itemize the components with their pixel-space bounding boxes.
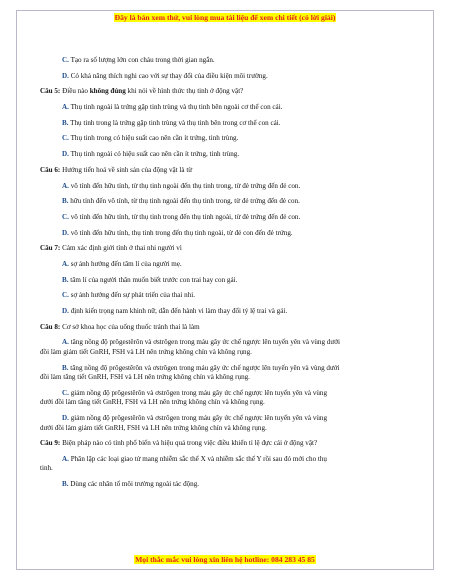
option-label: A. <box>62 338 69 347</box>
option-text-line2: đồi làm tăng tiết GnRH, FSH và LH nên trứng không chín và không rụng. <box>40 373 250 382</box>
question-text-pre: Cơ sở khoa học của uống thuốc tránh thai là làm <box>62 322 200 331</box>
question-number: Câu 7: <box>40 244 61 253</box>
option-label: B. <box>62 118 69 127</box>
question-emphasis: không đúng <box>89 87 126 96</box>
option-label: B. <box>62 197 69 206</box>
option-label: D. <box>62 71 69 80</box>
option-text: sợ ảnh hưởng đến sự phát triển của thai nhi. <box>70 291 196 300</box>
option-text: vô tính đến hữu tính, từ thụ tinh trong đến thụ tinh ngoài, từ đẻ trứng đến đẻ con. <box>70 212 301 221</box>
option-label: C. <box>62 291 69 300</box>
question-number: Câu 8: <box>40 322 61 331</box>
option-text: vô tính đến hữu tính, từ thụ tinh ngoài đến thụ tinh trong, từ đẻ trứng đến đẻ con. <box>70 181 301 190</box>
preview-banner: Đây là bản xem thử, vui lòng mua tài liệu để xem chi tiết (có lời giải) <box>114 13 336 22</box>
option-label: C. <box>62 134 69 143</box>
question-stem <box>40 166 412 175</box>
question-number: Câu 5: <box>40 87 61 96</box>
option-text: Thụ tinh ngoài là trứng gặp tinh trùng và thụ tinh bên ngoài cơ thể con cái. <box>70 103 283 112</box>
question-text-pre: Biện pháp nào có tính phổ biến và hiệu quả trong việc điều khiển tỉ lệ đực cái ở động vật? <box>62 439 318 448</box>
hotline-banner: Mọi thắc mắc vui lòng xin liên hệ hotline: 084 283 45 85 <box>135 555 315 564</box>
question-stem <box>40 439 412 448</box>
question-stem <box>40 87 412 96</box>
option-text-line1: tăng nồng độ prôgestêrôn và ơstrôgen trong máu gây ức chế ngược lên tuyến yên và vùng dưới <box>70 338 340 347</box>
question-stem <box>40 323 412 332</box>
question-text-pre: Hướng tiến hoá về sinh sản của động vật là từ <box>62 165 193 174</box>
option-label: B. <box>62 480 69 488</box>
answer-option <box>40 455 412 474</box>
option-text: Có khả năng thích nghi cao với sự thay đổi của điều kiện môi trường. <box>70 71 268 80</box>
answer-option <box>40 414 412 433</box>
option-label: A. <box>62 259 69 268</box>
question-number: Câu 6: <box>40 165 61 174</box>
answer-option <box>40 72 412 81</box>
answer-option <box>40 276 412 285</box>
question-stem <box>40 244 412 253</box>
question-text-pre: Cảm xác định giới tính ở thai nhi người vì <box>62 244 182 253</box>
answer-option <box>40 389 412 408</box>
option-label: B. <box>62 275 69 284</box>
option-label: A. <box>62 181 69 190</box>
option-label: C. <box>62 212 69 221</box>
answer-option <box>40 364 412 383</box>
question-list <box>40 56 412 496</box>
option-label: D. <box>62 307 69 315</box>
option-text: Thụ tinh trong là trứng gặp tinh trùng và thụ tinh bên trong cơ thể con cái. <box>70 118 281 127</box>
option-text: vô tính đến hữu tính, thụ tinh trong đến thụ tinh ngoài, từ đẻ con đến đẻ trứng. <box>70 228 293 237</box>
answer-option <box>40 480 412 489</box>
option-label: D. <box>62 413 69 422</box>
option-text: Thụ tinh ngoài có hiệu suất cao nên cần ít trứng, tinh trùng. <box>70 150 240 159</box>
option-label: D. <box>62 150 69 159</box>
option-label: D. <box>62 228 69 237</box>
answer-option <box>40 182 412 191</box>
answer-option <box>40 103 412 112</box>
option-text-line1: Phân lập các loại giao tử mang nhiễm sắc thể X và nhiễm sắc thể Y rồi sau đó mới cho thụ <box>70 454 327 463</box>
option-text-line2: tinh. <box>40 464 53 473</box>
option-text-line2: đồi làm giảm tiết GnRH, FSH và LH nên trứng không chín và không rụng. <box>40 347 252 356</box>
option-text: Tạo ra số lượng lớn con cháu trong thời gian ngắn. <box>70 56 215 64</box>
option-label: C. <box>62 56 69 64</box>
option-label: C. <box>62 388 69 397</box>
option-text-line2: dưới đồi làm tăng tiết GnRH, FSH và LH nên trứng không chín và không rụng. <box>40 398 265 407</box>
answer-option <box>40 307 412 316</box>
option-text-line2: dưới đồi làm giảm tiết GnRH, FSH và LH nên trứng không chín và không rụng. <box>40 423 267 432</box>
option-label: A. <box>62 103 69 112</box>
answer-option <box>40 291 412 300</box>
option-label: A. <box>62 454 69 463</box>
option-text-line1: giảm nồng độ prôgestêrôn và ơstrôgen trong máu gây ức chế ngược lên tuyến yên và vùng <box>70 413 328 422</box>
question-text-pre: Điều nào <box>62 87 90 96</box>
answer-option <box>40 260 412 269</box>
option-text: Thụ tinh trong có hiệu suất cao nên cần ít trứng, tinh trùng. <box>70 134 239 143</box>
answer-option <box>40 213 412 222</box>
answer-option <box>40 197 412 206</box>
option-text-line1: tăng nồng độ prôgestêrôn và ơstrôgen trong máu gây ức chế ngược lên tuyến yên và vùng dưới <box>70 363 340 372</box>
option-text: Dùng các nhân tố môi trường ngoài tác động. <box>70 480 200 488</box>
option-text: tâm lí của người thân muốn biết trước con trai hay con gái. <box>70 275 238 284</box>
option-text: sợ ảnh hưởng đến tâm lí của người mẹ. <box>70 259 182 268</box>
answer-option <box>40 119 412 128</box>
answer-option <box>40 56 412 65</box>
option-text: định kiến trọng nam khinh nữ, dẫn đến hành vi làm thay đổi tỷ lệ trai và gái. <box>70 307 288 315</box>
answer-option <box>40 229 412 238</box>
answer-option <box>40 338 412 357</box>
option-text-line1: giảm nồng độ prôgestêrôn và ơstrôgen trong máu gây ức chế ngược lên tuyến yên và vùng <box>70 388 328 397</box>
answer-option <box>40 134 412 143</box>
option-label: B. <box>62 363 69 372</box>
option-text: hữu tính đến vô tính, từ thụ tinh ngoài đến thụ tinh trong, từ đẻ trứng đến đẻ con. <box>70 197 300 206</box>
question-number: Câu 9: <box>40 439 61 448</box>
answer-option <box>40 150 412 159</box>
question-text-post: khi nói về hình thức thụ tinh ở động vật? <box>125 87 244 96</box>
